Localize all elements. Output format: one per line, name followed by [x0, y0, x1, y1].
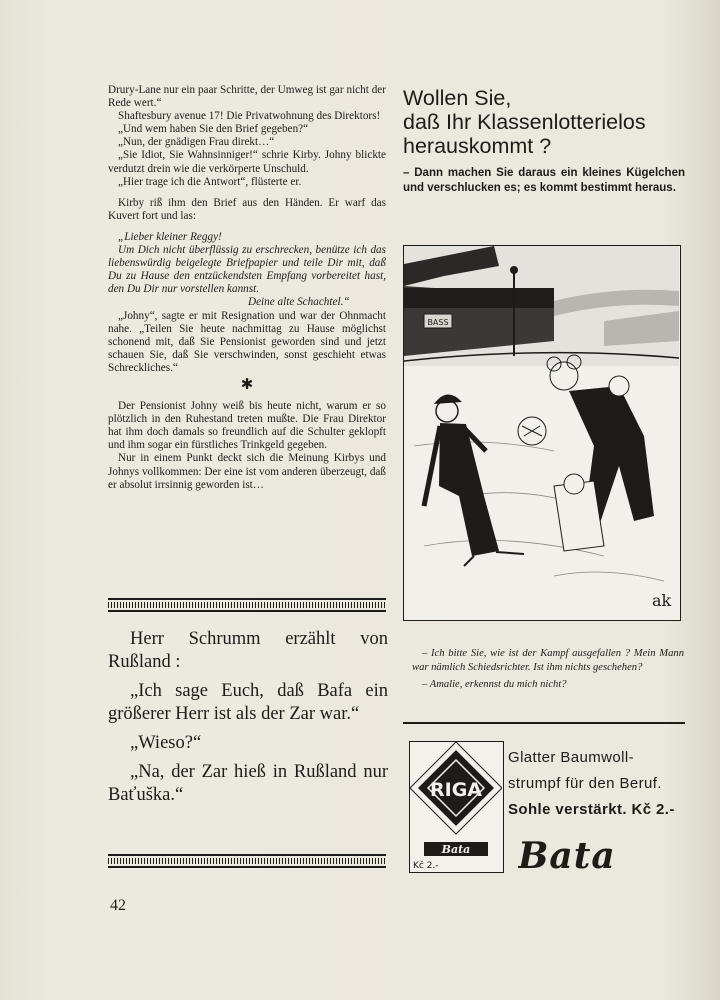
story-paragraph: Der Pensionist Johny weiß bis heute nicht, warum er so plötzlich in den Ruhestand treten mußte. Die Frau Direktor hat ihm doch damals so freundlich auf die Schulter geklopft und ihm sogar ein fürstliches Trinkgeld gegeben.: [108, 400, 386, 452]
box-price: Kč 2.-: [413, 861, 439, 871]
story-paragraph: „Und wem haben Sie den Brief gegeben?“: [118, 123, 309, 136]
joke-headline: [403, 86, 685, 158]
anecdote-paragraph: „Wieso?“: [130, 733, 202, 753]
ad-divider: [403, 722, 685, 724]
story-paragraph: Nur in einem Punkt deckt sich die Meinung Kirbys und Johnys vollkommen: Der eine ist vom anderen überzeugt, daß er absolut irrsinnig geworden ist…: [108, 452, 386, 491]
box-logo: Bata: [441, 843, 471, 856]
cartoon-signature: ak: [652, 591, 672, 610]
cartoon-illustration: [403, 245, 681, 621]
story-paragraph: Kirby riß ihm den Brief aus den Händen. Er warf das Kuvert fort und las:: [108, 196, 386, 222]
letter-greeting: „Lieber kleiner Reggy!: [118, 230, 222, 243]
bata-logo-text: Bata: [518, 836, 616, 876]
letter-signature: Deine alte Schachtel.“: [248, 296, 350, 309]
section-separator: ✱: [240, 376, 254, 393]
headline-line: Wollen Sie,: [403, 86, 512, 110]
cartoon-sign: BASS: [427, 318, 449, 327]
advert-text: [508, 745, 688, 823]
anecdote-paragraph: „Ich sage Euch, daß Bafa ein größerer Herr ist als der Zar war.“: [108, 681, 388, 724]
cartoon-drawing: [404, 246, 679, 619]
riga-brand: RIGA: [430, 779, 482, 801]
decorative-rule: [108, 598, 386, 612]
anecdote-paragraph: Herr Schrumm erzählt von Rußland :: [108, 629, 388, 672]
page-number: 42: [110, 897, 126, 914]
joke-block: [403, 86, 685, 196]
letter-body: Um Dich nicht überflüssig zu erschrecken, benütze ich das liebenswürdig beigelegte Briefpapier und teile Dir mit, daß Du zu Hause den entzückendsten Empfang vorbereitet hast, den Du Dir nur vorstellen kannst.: [108, 244, 386, 296]
riga-box-art: [410, 742, 502, 871]
riga-stocking-box: [409, 741, 504, 873]
anecdote-block: [108, 628, 388, 813]
story-column: [108, 84, 386, 492]
joke-answer: – Dann machen Sie daraus ein kleines Kügelchen und verschlucken es; es kommt bestimmt heraus.: [403, 167, 685, 194]
story-paragraph: „Nun, der gnädigen Frau direkt…“: [118, 136, 275, 149]
caption-line: – Ich bitte Sie, wie ist der Kampf ausgefallen ? Mein Mann war nämlich Schiedsrichter. Ist ihm nichts geschehen?: [412, 648, 684, 673]
story-paragraph: „Johny“, sagte er mit Resignation und war der Ohnmacht nahe. „Teilen Sie heute nachmittag zu Hause möglichst schonend mit, daß Sie Pensionist geworden sind und jetzt schauen Sie, daß Sie verschwinden, sonst geschieht etwas Schreckliches.“: [108, 309, 386, 374]
story-paragraph: Drury-Lane nur ein paar Schritte, der Umweg ist gar nicht der Rede wert.“: [108, 84, 386, 110]
anecdote-paragraph: „Na, der Zar hieß in Rußland nur Baťuška.“: [108, 762, 388, 805]
advert-line: Sohle verstärkt. Kč 2.-: [508, 801, 675, 818]
story-paragraph: „Sie Idiot, Sie Wahnsinniger!“ schrie Kirby. Johny blickte verdutzt drein wie die verkörperte Unschuld.: [108, 149, 386, 175]
caption-line: – Amalie, erkennst du mich nicht?: [422, 679, 567, 690]
decorative-rule: [108, 854, 386, 868]
story-paragraph: Shaftesbury avenue 17! Die Privatwohnung des Direktors!: [118, 110, 381, 123]
cartoon-caption: [412, 647, 684, 695]
bata-logo: [518, 836, 668, 881]
bata-wordmark: [518, 836, 668, 876]
headline-line: daß Ihr Klassenlotterielos: [403, 110, 646, 134]
headline-line: herauskommt ?: [403, 134, 552, 158]
advert-line: strumpf für den Beruf.: [508, 775, 662, 792]
story-paragraph: „Hier trage ich die Antwort“, flüsterte er.: [118, 175, 302, 188]
advert-line: Glatter Baumwoll-: [508, 749, 635, 766]
